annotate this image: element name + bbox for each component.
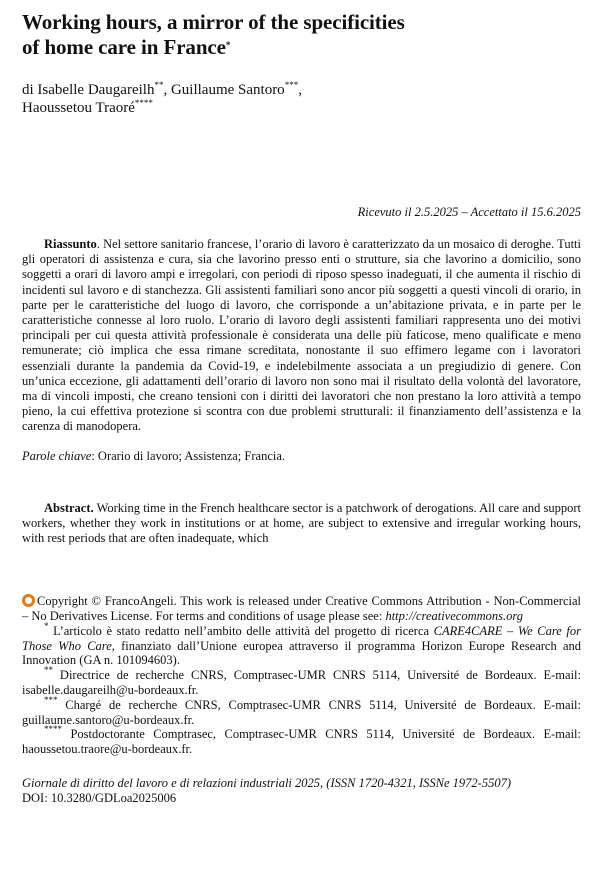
footnote-text-cont: , finanziato dall’Unione europea attraverso il programma Horizon Europe Research and Innovation (GA n. 101094603). xyxy=(22,638,581,668)
abstract-paragraph xyxy=(22,501,581,547)
title-footnote-marker[interactable]: * xyxy=(225,40,231,50)
footnote-text: L’articolo è stato redatto nell’ambito delle attività del progetto di ricerca xyxy=(48,623,434,638)
journal-citation: Giornale di diritto del lavoro e di relazioni industriali 2025, (ISSN 1720-4321, ISSNe 1972-5507) xyxy=(22,776,511,791)
footnote-project-name: CARE4CARE – We Care for Those Who Care xyxy=(22,623,581,653)
author-name: Haoussetou Traoré xyxy=(22,100,135,116)
footnote-marker: **** xyxy=(44,724,62,735)
riassunto-paragraph xyxy=(22,237,581,435)
article-title xyxy=(22,10,581,60)
footnote-text: Directrice de recherche CNRS, Comptrasec-UMR CNRS 5114, Université de Bordeaux. E-mail: isabelle.daugareilh@u-bordeaux.fr. xyxy=(22,668,581,698)
license-notice xyxy=(22,594,581,624)
received-accepted-dates: Ricevuto il 2.5.2025 – Accettato il 15.6.2025 xyxy=(357,205,581,219)
keywords-text: : Orario di lavoro; Assistenza; Francia. xyxy=(91,448,286,463)
riassunto-label: Riassunto xyxy=(44,237,97,251)
footnote-text: Postdoctorante Comptrasec, Comptrasec-UMR CNRS 5114, Université de Bordeaux. E-mail: haoussetou.traore@u-bordeaux.fr. xyxy=(22,727,581,757)
doi[interactable]: DOI: 10.3280/GDLoa2025006 xyxy=(22,790,177,805)
keywords xyxy=(22,449,581,464)
license-link[interactable]: http://creativecommons.org xyxy=(385,609,524,624)
author-name: Isabelle Daugareilh xyxy=(37,82,155,98)
abstract-label: Abstract. xyxy=(44,500,94,515)
riassunto-text: . Nel settore sanitario francese, l’orario di lavoro è caratterizzato da un mosaico di deroghe. Tutti gli operatori di assistenza e cura, sia che lavorino presso enti o strutture, sia che lavorino a domicilio, sono soggetti a orari di lavoro ampi e irregolari, con periodi di riposo spesso inadeguati, il che aumenta il rischio di incidenti sul lavoro e di stanchezza. Gli assistenti familiari sono ancor più soggetti a questi vincoli di orario, in parte per le caratteristiche del luogo di lavoro, che corrisponde a un’abitazione privata, e in parte per le caratteristiche connesse al loro ruolo. L’orario di lavoro degli assistenti familiari rappresenta uno dei motivi principali per cui questa attività professionale è considerata una delle più faticose, meno qualificate e meno remunerate; ciò implica che essa rimane screditata, nonostante il suo effimero legame con i lavoratori essenziali durante la pandemia da Covid-19, e indelebilmente associata a un pregiudizio di genere. Con un’unica eccezione, gli adattamenti dell’orario di lavoro non sono mai il risultato della volontà del lavoratore, ma di vincoli imposti, che creano tensioni con i diritti dei lavoratori che non prestano la loro attività a tempo pieno, la cui effettiva protezione si scontra con due problemi strutturali: il finanziamento dell’assistenza e la carenza di manodopera. xyxy=(22,237,581,434)
footnote-marker: ** xyxy=(44,665,53,676)
author-footnote-marker[interactable]: *** xyxy=(284,80,299,90)
article-page xyxy=(22,10,581,805)
footnote xyxy=(22,620,581,668)
author-name: Guillaume Santoro xyxy=(170,82,285,98)
author-footnote-marker[interactable]: **** xyxy=(134,98,153,108)
author-prefix: di xyxy=(22,82,34,98)
keywords-label: Parole chiave xyxy=(22,448,92,463)
author-footnote-marker[interactable]: ** xyxy=(154,80,164,90)
footnote-marker: * xyxy=(44,620,49,631)
footnote xyxy=(22,724,581,757)
footnote xyxy=(22,665,581,698)
footnote-text: Chargé de recherche CNRS, Comptrasec-UMR CNRS 5114, Université de Bordeaux. E-mail: guillaume.santoro@u-bordeaux.fr. xyxy=(22,697,581,727)
license-text: Copyright © FrancoAngeli. This work is released under Creative Commons Attribution - Non-Commercial – No Derivatives License. For terms and conditions of usage please see: xyxy=(22,594,581,624)
creative-commons-icon xyxy=(22,594,35,607)
title-line-2: of home care in France xyxy=(22,35,226,59)
author-list: di Isabelle Daugareilh**, Guillaume Santoro***, Haoussetou Traoré**** xyxy=(22,80,302,116)
footnote-marker: *** xyxy=(44,694,58,705)
footnote xyxy=(22,694,581,728)
abstract-text: Working time in the French healthcare sector is a patchwork of derogations. All care and support workers, whether they work in institutions or at home, are subject to extensive and irregular working hours, with rest periods that are often inadequate, which xyxy=(22,500,581,546)
title-line-1: Working hours, a mirror of the specificities xyxy=(22,10,405,34)
